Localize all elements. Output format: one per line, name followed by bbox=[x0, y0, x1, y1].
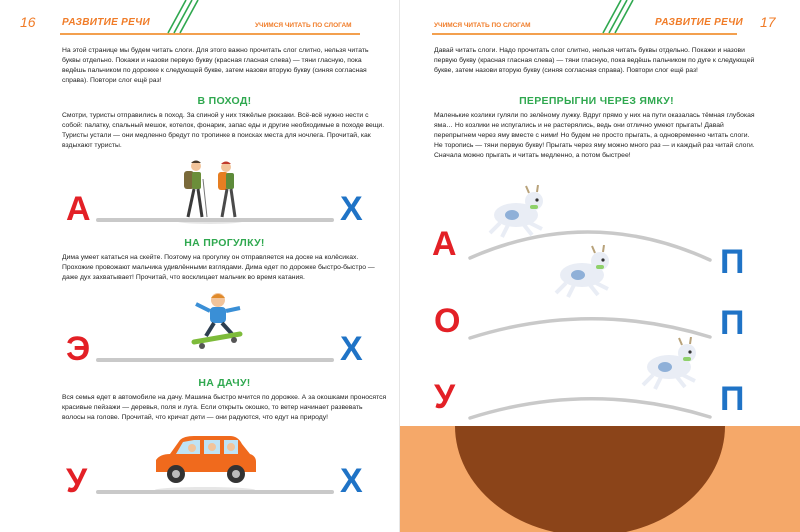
header-rule bbox=[60, 33, 360, 35]
consonant-letter: Х bbox=[340, 462, 363, 500]
intro-text: Давай читать слоги. Надо прочитать слог слитно, нельзя читать буквы отдельно. Покажи и назови первую букву (красная гласная слева) — тяни гласную, пока ведёшь пальчиком по дуге к следующей букве, затем назови вторую букву (синяя согласная справа). Повтори слог ещё раз! bbox=[434, 47, 755, 74]
vowel-letter: А bbox=[432, 225, 457, 263]
reading-track bbox=[96, 358, 334, 362]
section-text-walk: Дима умеет кататься на скейте. Поэтому на прогулку он отправляется на доске на колёсиках. Прохожие провожают мальчика удивлёнными взглядами. Дима едет по дорожке быстро-быстро — даже дух захватывает! Прочитай, что восклицает мальчик во время катания. bbox=[62, 254, 375, 281]
page-title: РАЗВИТИЕ РЕЧИ bbox=[62, 17, 150, 28]
reading-track bbox=[96, 490, 334, 494]
goat-illustration bbox=[482, 185, 552, 240]
section-heading-hike: В ПОХОД! bbox=[197, 95, 252, 107]
section-heading-jump: ПЕРЕПРЫГНИ ЧЕРЕЗ ЯМКУ! bbox=[519, 95, 674, 107]
hikers-illustration bbox=[170, 157, 250, 225]
vowel-letter: О bbox=[434, 302, 461, 340]
page-title: РАЗВИТИЕ РЕЧИ bbox=[655, 17, 743, 28]
family-car-illustration bbox=[150, 430, 260, 494]
page-subtitle: УЧИМСЯ ЧИТАТЬ ПО СЛОГАМ bbox=[434, 22, 531, 29]
vowel-letter: Э bbox=[66, 330, 91, 368]
intro-text: На этой странице мы будем читать слоги. Для этого важно прочитать слог слитно, нельзя читать буквы отдельно. Покажи и назови первую букву (красная гласная слева) — тяни гласную, пока ведёшь пальчиком по дорожке к следующей букве, затем назови вторую букву (синяя согласная справа). Повтори слог ещё раз! bbox=[62, 47, 369, 84]
page-number: 17 bbox=[760, 14, 776, 30]
consonant-letter: П bbox=[720, 304, 745, 342]
right-page bbox=[400, 0, 800, 532]
pit-ground bbox=[400, 426, 800, 532]
consonant-letter: П bbox=[720, 380, 745, 418]
vowel-letter: У bbox=[434, 378, 456, 416]
goat-illustration bbox=[548, 245, 618, 300]
section-text-dacha: Вся семья едет в автомобиле на дачу. Машина быстро мчится по дорожке. А за окошками проносятся красивые пейзажи — деревья, поля и луга. Если открыть окошко, то ветер начинает развевать волосы на голове. Прочитай, что кричат дети — они радуются, что едут на природу! bbox=[62, 394, 387, 421]
section-text-hike: Смотри, туристы отправились в поход. За спиной у них тяжёлые рюкзаки. Всё-всё нужно нести с собой: палатку, спальный мешок, котелок, фонарик, запас еды и другие необходимые в походе вещи. Туристы устали — они медленно бредут по тропинке в поисках места для ночлега. Прочитай, как вздыхают туристы. bbox=[62, 112, 385, 149]
consonant-letter: Х bbox=[340, 330, 363, 368]
section-heading-walk: НА ПРОГУЛКУ! bbox=[184, 237, 265, 249]
header-stripes-icon bbox=[160, 0, 200, 34]
pit-hole bbox=[455, 426, 725, 532]
vowel-letter: У bbox=[66, 462, 88, 500]
goat-illustration bbox=[635, 337, 705, 392]
jump-arc bbox=[470, 319, 710, 338]
skateboarder-illustration bbox=[188, 290, 248, 354]
page-number: 16 bbox=[20, 14, 36, 30]
jump-arcs bbox=[400, 0, 800, 430]
vowel-letter: А bbox=[66, 190, 91, 228]
jump-arc bbox=[470, 399, 710, 418]
reading-track bbox=[96, 218, 334, 222]
page-subtitle: УЧИМСЯ ЧИТАТЬ ПО СЛОГАМ bbox=[255, 22, 352, 29]
consonant-letter: П bbox=[720, 243, 745, 281]
section-heading-dacha: НА ДАЧУ! bbox=[198, 377, 251, 389]
section-text-jump: Маленькие козлики гуляли по зелёному лужку. Вдруг прямо у них на пути оказалась тёмная глубокая яма… Но козлики не испугались и не растерялись, ведь они отлично умеют прыгать! Давай перепрыгнем через яму вместе с ними! Но будем не просто прыгать, а одновременно читать слоги. Не торопись — тяни первую букву! Прыгать через яму можно много раз — и каждый раз читай слоги. Сначала можно прыгать и читать медленно, а потом быстрее! bbox=[434, 112, 755, 159]
consonant-letter: Х bbox=[340, 190, 363, 228]
